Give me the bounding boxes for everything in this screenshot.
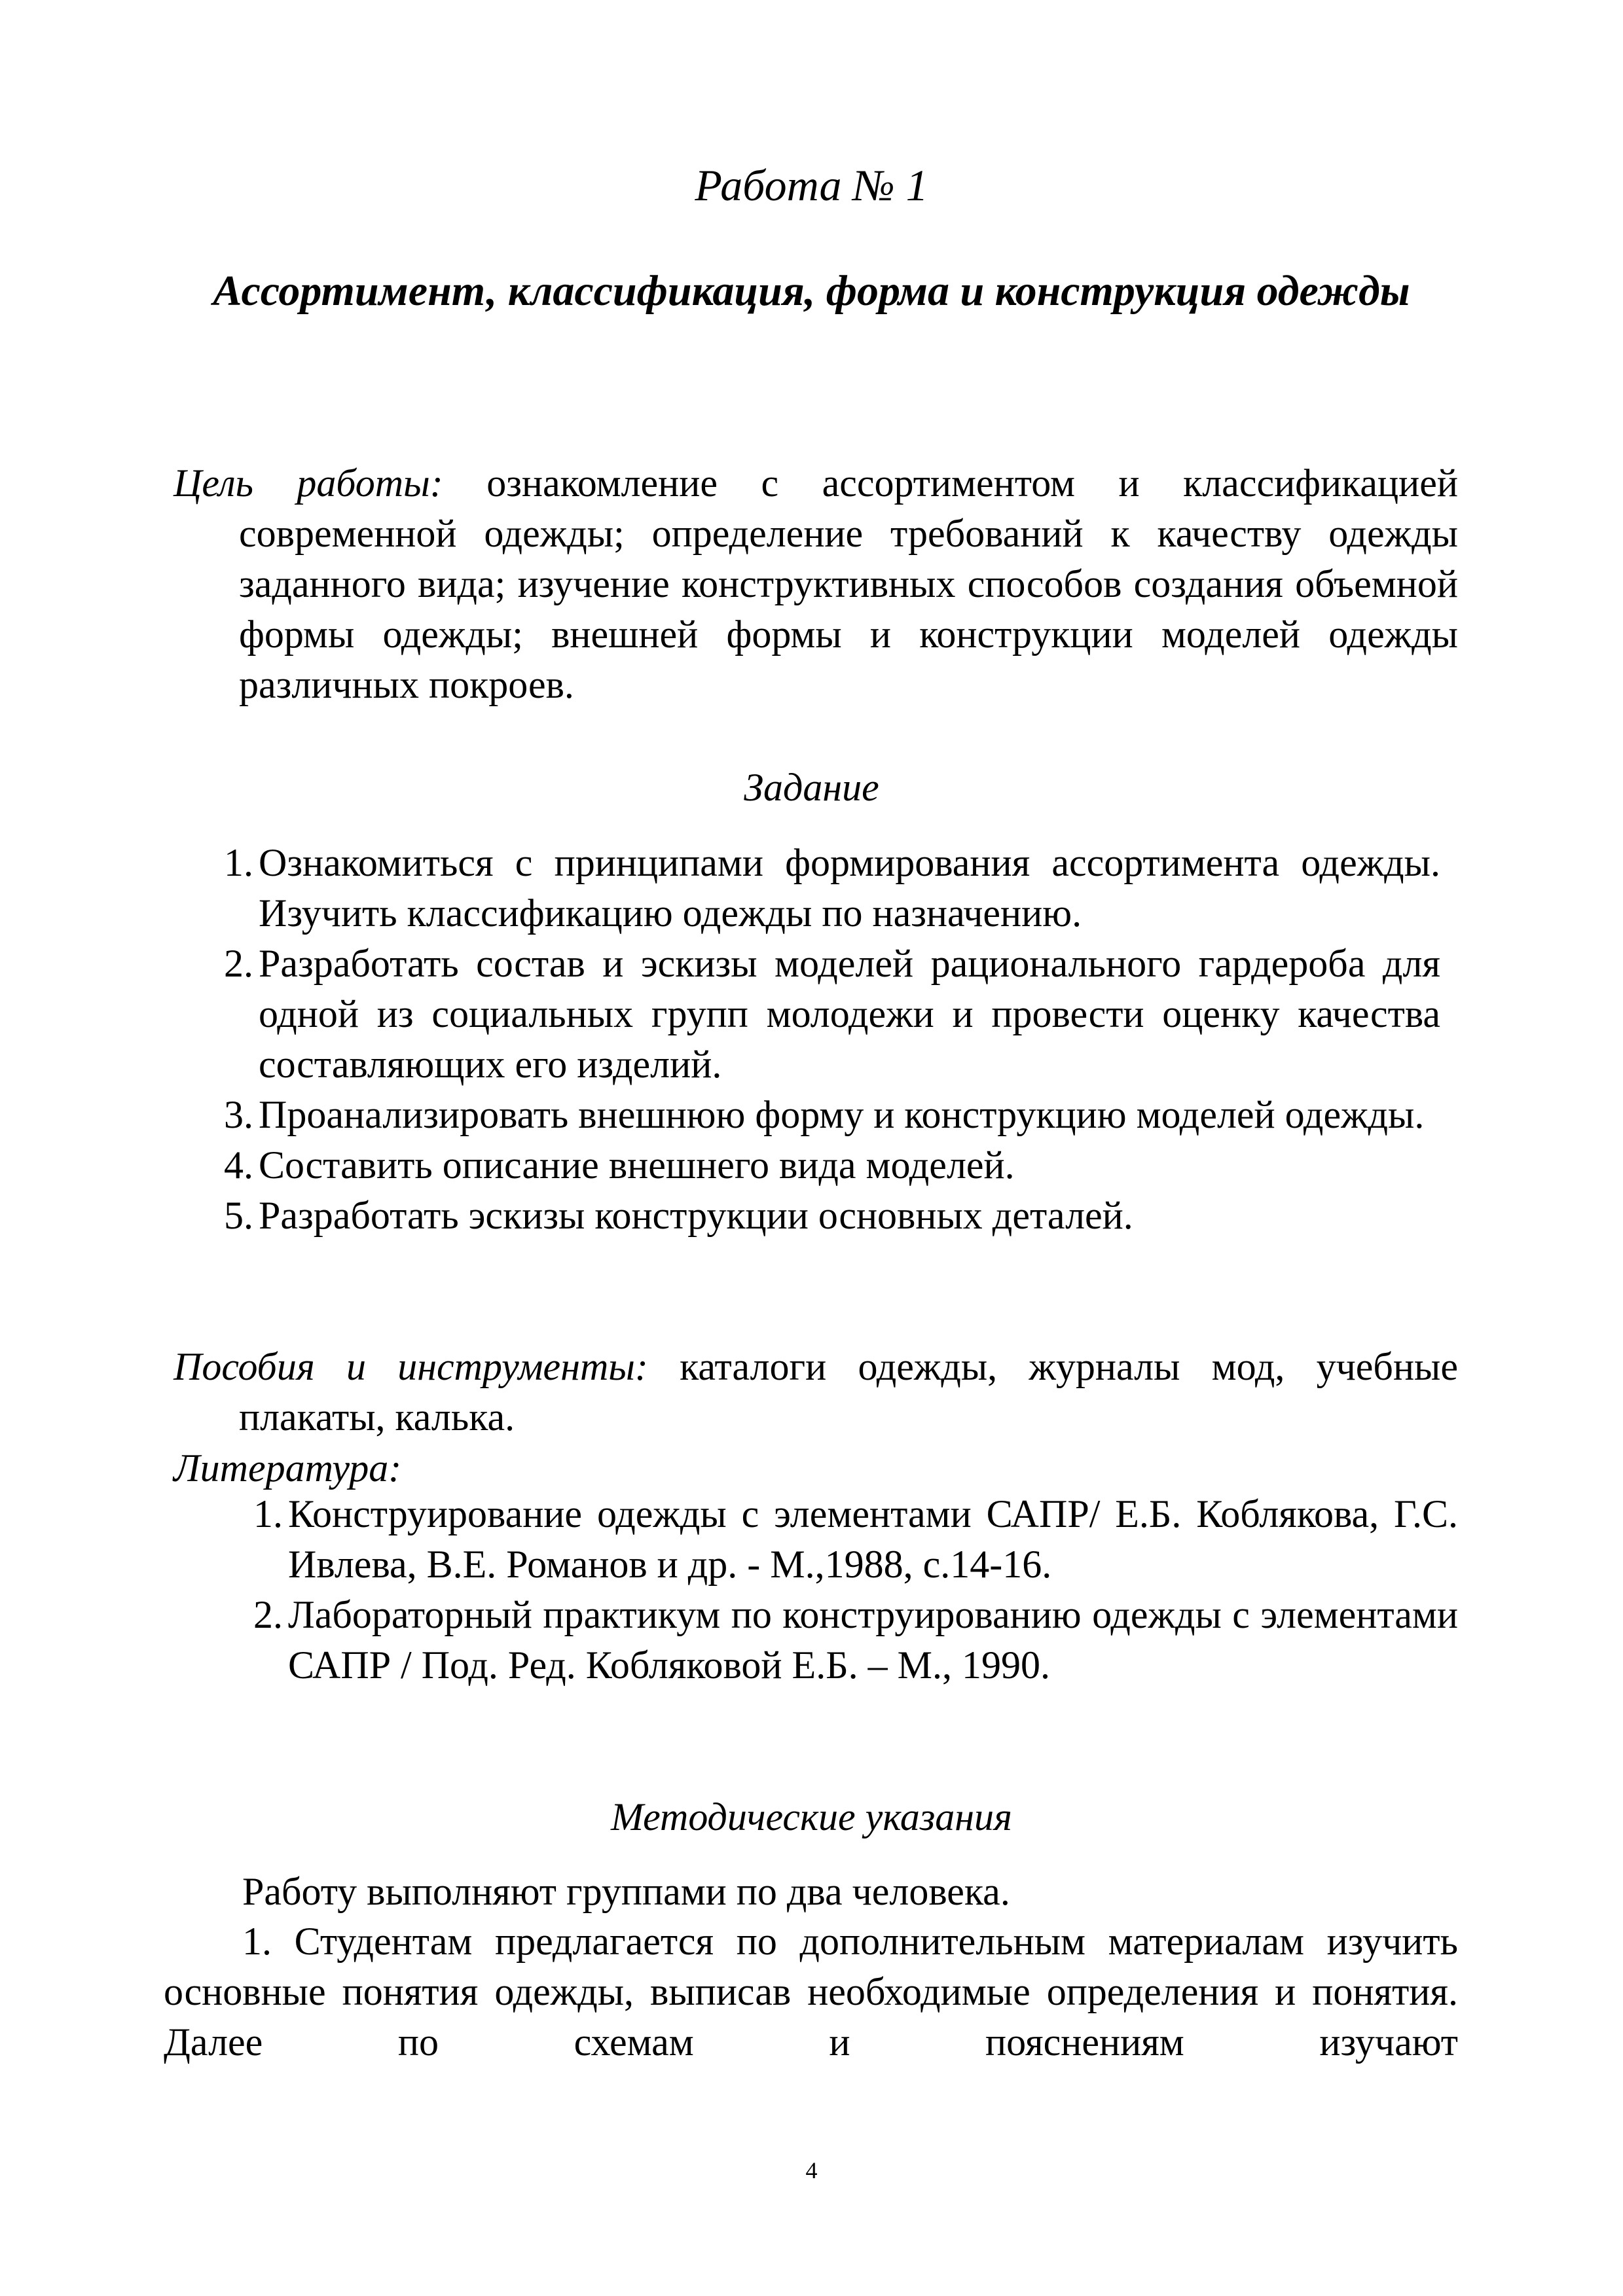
task-text: Составить описание внешнего вида моделей.: [259, 1143, 1015, 1187]
literature-text: Конструирование одежды с элементами САПР/ Е.Б. Коблякова, Г.С. Ивлева, В.Е. Романов и др. - М.,1988, с.14-16.: [288, 1492, 1458, 1586]
page-number: 4: [805, 2157, 818, 2183]
literature-number: 1.: [253, 1492, 283, 1535]
aids-paragraph: [173, 1342, 1458, 1443]
literature-text: Лабораторный практикум по конструированию одежды с элементами САПР / Под. Ред. Кобляковой Е.Б. – М., 1990.: [288, 1593, 1458, 1687]
task-text: Разработать эскизы конструкции основных деталей.: [259, 1194, 1133, 1237]
aids-label: Пособия и инструменты:: [173, 1345, 648, 1388]
literature-heading: Литература:: [173, 1446, 402, 1490]
literature-item-1: [253, 1489, 1458, 1590]
literature-list: [253, 1489, 1458, 1691]
task-heading: Задание: [744, 766, 879, 809]
aids-text: каталоги одежды, журналы мод, учебные плакаты, калька.: [239, 1345, 1458, 1439]
goal-label: Цель работы:: [173, 461, 443, 505]
methods-intro: Работу выполняют группами по два человека.: [242, 1870, 1010, 1913]
task-item-5: [224, 1191, 1440, 1241]
methods-paragraph-1: 1. Студентам предлагается по дополнительным материалам изучить основные понятия одежды, выписав необходимые определения и понятия. Далее по схемам и пояснениям изучают: [164, 1920, 1458, 2064]
task-number: 2.: [224, 942, 253, 985]
work-number-heading: Работа № 1: [695, 160, 928, 210]
task-item-1: [224, 838, 1440, 939]
task-number: 1.: [224, 841, 253, 884]
literature-number: 2.: [253, 1593, 283, 1636]
task-text: Проанализировать внешнюю форму и конструкцию моделей одежды.: [259, 1093, 1425, 1136]
task-item-2: [224, 939, 1440, 1090]
goal-text: ознакомление с ассортиментом и классификацией современной одежды; определение требований к качеству одежды заданного вида; изучение конструктивных способов создания объемной формы одежды; внешней формы и конструкции моделей одежды различных покроев.: [239, 461, 1459, 706]
work-title-heading: Ассортимент, классификация, форма и конструкция одежды: [213, 267, 1410, 315]
task-number: 3.: [224, 1093, 253, 1136]
goal-paragraph: [173, 458, 1458, 710]
methods-heading: Методические указания: [611, 1795, 1012, 1839]
task-number: 5.: [224, 1194, 253, 1237]
task-number: 4.: [224, 1143, 253, 1187]
task-text: Ознакомиться с принципами формирования ассортимента одежды. Изучить классификацию одежды по назначению.: [259, 841, 1440, 935]
task-list: [224, 838, 1440, 1241]
literature-item-2: [253, 1590, 1458, 1691]
task-text: Разработать состав и эскизы моделей рационального гардероба для одной из социальных групп молодежи и провести оценку качества составляющих его изделий.: [259, 942, 1440, 1086]
task-item-4: [224, 1140, 1440, 1191]
task-item-3: [224, 1090, 1440, 1140]
